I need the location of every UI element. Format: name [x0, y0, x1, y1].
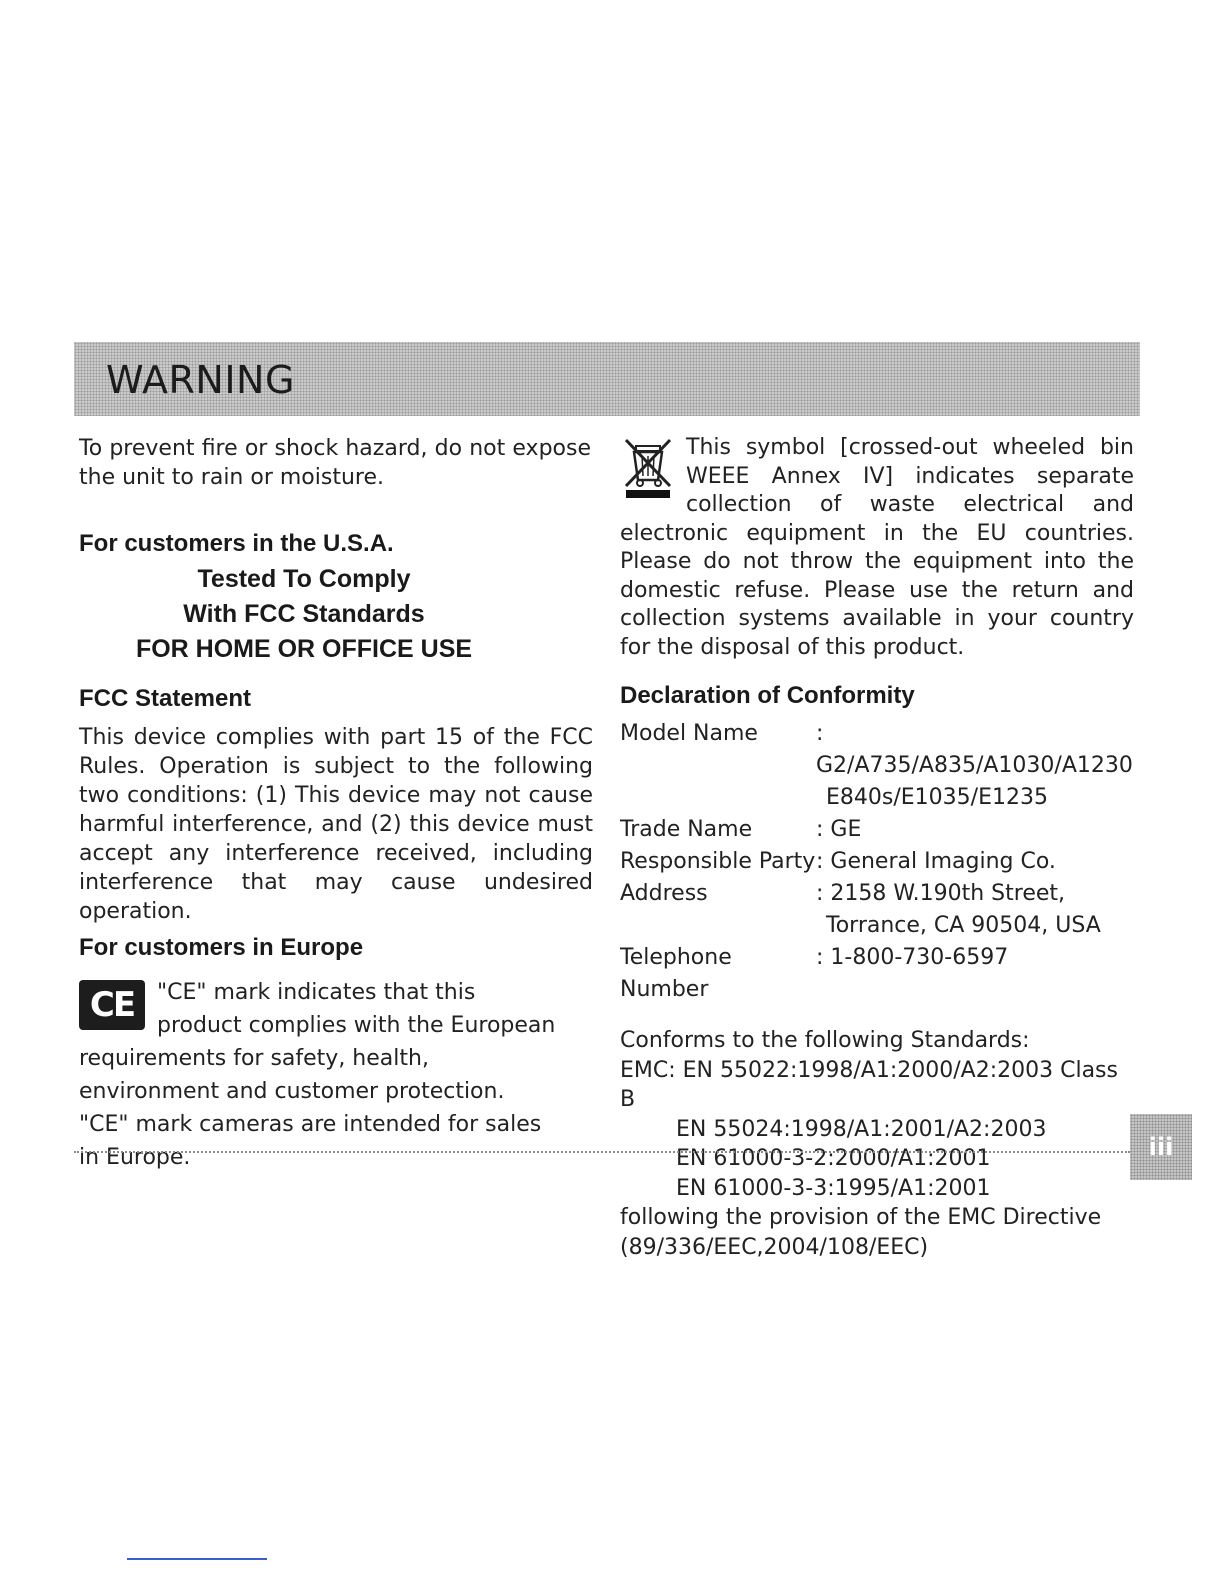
- doc-value: [816, 878, 1134, 942]
- fcc-statement-heading: FCC Statement: [79, 685, 252, 712]
- directive-line-2: (89/336/EEC,2004/108/EEC): [620, 1234, 929, 1260]
- fcc-compliance-block: [79, 562, 529, 667]
- doc-label: Responsible Party: [620, 849, 816, 874]
- footer-divider: [74, 1151, 1130, 1153]
- fcc-statement-text: This device complies with part 15 of the FCC Rules. Operation is subject to the following two conditions: (1) This device may not cause harmful interference, and (2) this device must accept any interference received, including interference that may cause undesired operation.: [79, 725, 593, 924]
- doc-label: Address: [620, 881, 708, 906]
- doc-value-line: Torrance, CA 90504, USA: [826, 913, 1101, 938]
- warning-banner: [74, 342, 1140, 416]
- weee-text: This symbol [crossed-out wheeled bin WEEE Annex IV] indicates separate collection of waste electrical and electronic equipment in the EU countries. Please do not throw the equipment into the domestic refuse. Please use the return and collection systems available in your country for the disposal of this product.: [620, 435, 1134, 660]
- ce-mark-icon: CE: [79, 980, 145, 1030]
- left-column: [79, 434, 593, 1174]
- doc-value: : GE: [816, 817, 862, 842]
- doc-label: Model Name: [620, 721, 758, 746]
- page-title: WARNING: [106, 358, 295, 402]
- fcc-line-1: Tested To Comply: [197, 565, 411, 593]
- fcc-line-2: With FCC Standards: [183, 600, 425, 628]
- directive-line-1: following the provision of the EMC Directive: [620, 1205, 1102, 1230]
- doc-table: [620, 718, 1134, 1006]
- emc-standard: EN 55024:1998/A1:2001/A2:2003: [676, 1116, 1047, 1142]
- ce-block: [79, 976, 559, 1174]
- doc-value: : General Imaging Co.: [816, 849, 1056, 874]
- standards-intro: Conforms to the following Standards:: [620, 1028, 1030, 1053]
- europe-heading: For customers in Europe: [79, 934, 364, 961]
- doc-heading: Declaration of Conformity: [620, 682, 915, 709]
- doc-value-line: : G2/A735/A835/A1030/A1230: [816, 721, 1133, 778]
- usa-heading: For customers in the U.S.A.: [79, 530, 394, 557]
- emc-standard: EN 61000-3-2:2000/A1:2001: [676, 1146, 991, 1171]
- doc-row-phone: [620, 942, 1134, 1006]
- doc-value: [816, 718, 1134, 814]
- bottom-decorative-line: [127, 1558, 267, 1560]
- intro-text: To prevent fire or shock hazard, do not expose the unit to rain or moisture.: [79, 436, 591, 490]
- page-number-tab: [1130, 1114, 1192, 1180]
- doc-row-trade: [620, 814, 1134, 846]
- ce-text: "CE" mark indicates that this product complies with the European requirements for safety, health, environment and customer protection. "CE" mark cameras are intended for sales in Europe.: [79, 980, 556, 1170]
- doc-value-line: : 2158 W.190th Street,: [816, 881, 1066, 906]
- doc-row-party: [620, 846, 1134, 878]
- page-number: iii: [1148, 1133, 1174, 1161]
- doc-label: Telephone Number: [620, 945, 732, 1002]
- emc-line: EMC: EN 55022:1998/A1:2000/A2:2003 Class B: [620, 1057, 1118, 1112]
- doc-value: : 1-800-730-6597: [816, 945, 1009, 970]
- fcc-line-3: FOR HOME OR OFFICE USE: [135, 635, 473, 663]
- doc-label: Trade Name: [620, 817, 753, 842]
- right-column: [620, 434, 1134, 1262]
- doc-value-line: E840s/E1035/E1235: [826, 785, 1048, 810]
- crossed-out-wheeled-bin-icon: [620, 436, 678, 500]
- emc-standard: EN 61000-3-3:1995/A1:2001: [676, 1175, 991, 1201]
- doc-row-model: [620, 718, 1134, 814]
- doc-row-address: [620, 878, 1134, 942]
- weee-block: [620, 434, 1134, 662]
